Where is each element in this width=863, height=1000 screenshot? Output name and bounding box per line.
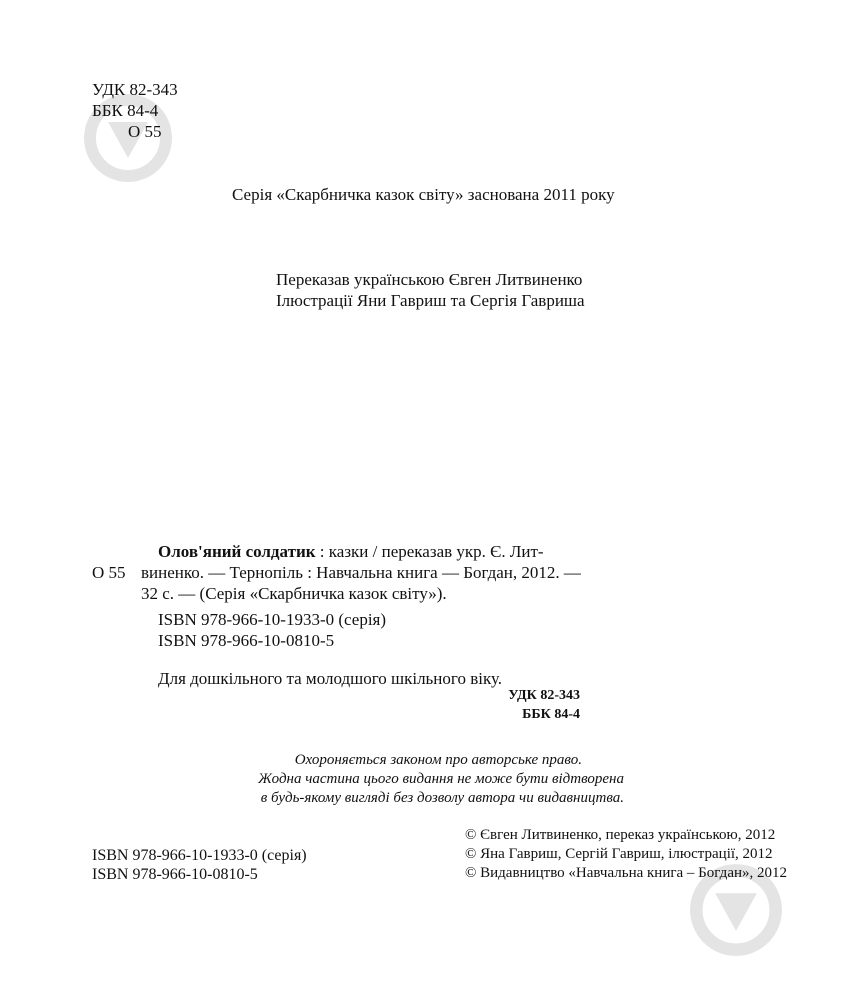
catalog-line-3: 32 с. — (Серія «Скарбничка казок світу»). <box>141 584 447 603</box>
catalog-line-1-rest: : казки / переказав укр. Є. Лит- <box>315 542 544 561</box>
catalog-bbk: ББК 84-4 <box>522 707 580 722</box>
translator-credit: Переказав українською Євген Литвиненко <box>276 270 583 289</box>
illustrators-credit: Ілюстрації Яни Гавриш та Сергія Гавриша <box>276 291 585 310</box>
copyright-publisher: © Видавництво «Навчальна книга – Богдан», 2012 <box>465 865 788 881</box>
catalog-isbn-book: ISBN 978-966-10-0810-5 <box>158 631 335 650</box>
copyright-notice-line-2: Жодна частина цього видання не може бути відтворена <box>258 771 624 787</box>
book-title: Олов'яний солдатик <box>158 542 316 561</box>
catalog-line-2: виненко. — Тернопіль : Навчальна книга — Богдан, 2012. — <box>141 563 581 582</box>
catalog-isbn-series: ISBN 978-966-10-1933-0 (серія) <box>158 610 387 629</box>
catalog-udk: УДК 82-343 <box>508 688 580 703</box>
author-mark: О 55 <box>128 122 162 141</box>
series-note: Серія «Скарбничка казок світу» заснована 2011 року <box>232 185 615 204</box>
copyright-notice-line-1: Охороняється законом про авторське право. <box>294 752 582 768</box>
copyright-notice-line-3: в будь-якому вигляді без дозволу автора чи видавництва. <box>260 790 624 806</box>
catalog-line-1 <box>158 542 544 562</box>
copyright-translation: © Євген Литвиненко, переказ українською, 2012 <box>465 827 776 843</box>
catalog-audience: Для дошкільного та молодшого шкільного віку. <box>158 669 503 688</box>
catalog-author-mark: О 55 <box>92 563 126 582</box>
footer-isbn-series: ISBN 978-966-10-1933-0 (серія) <box>92 847 307 864</box>
udk-code: УДК 82-343 <box>92 80 178 99</box>
footer-isbn-book: ISBN 978-966-10-0810-5 <box>92 866 258 883</box>
copyright-illustrations: © Яна Гавриш, Сергій Гавриш, ілюстрації, 2012 <box>465 846 773 862</box>
bbk-code: ББК 84-4 <box>92 101 159 120</box>
